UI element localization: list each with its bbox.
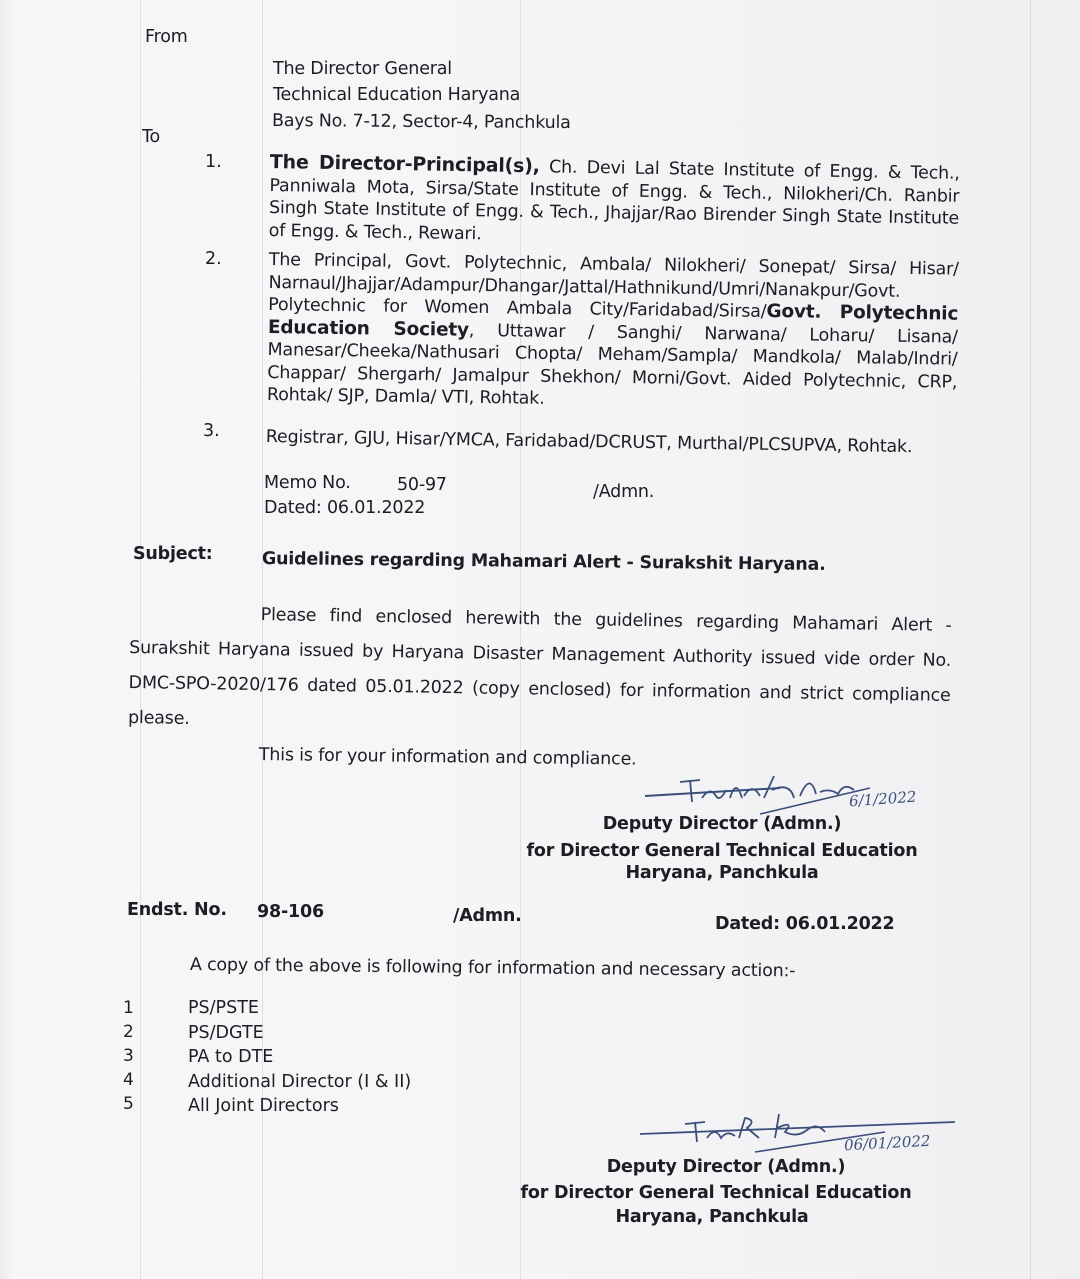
recipient-2-bold: Govt. Polytechnic Education Society — [267, 300, 959, 341]
subject-label: Subject: — [133, 544, 213, 564]
copy-item-number: 5 — [123, 1094, 134, 1114]
copy-item: Additional Director (I & II) — [188, 1071, 412, 1092]
recipient-2-text: The Principal, Govt. Polytechnic, Ambala/ Nilokheri/ Sonepat/ Sirsa/ Hisar/ Narnaul/Jhajjar/Adampur/Dhangar/Jattal/Hathnikund/Umri/Nanakpur/Govt. Polytechnic for Women Ambala City/Faridabad/Sirsa/ — [268, 249, 959, 322]
recipient-1 — [269, 151, 960, 253]
endorsement-number: 98-106 — [257, 902, 324, 922]
endorsement-intro: A copy of the above is following for information and necessary action:- — [189, 954, 796, 982]
copy-item-number: 2 — [123, 1022, 134, 1042]
memo-label: Memo No. — [264, 473, 351, 493]
signature-1-date: 6/1/2022 — [848, 787, 917, 811]
sender-line: Technical Education Haryana — [273, 85, 521, 105]
copy-list-numbers — [123, 996, 134, 1116]
subject-text: Guidelines regarding Mahamari Alert - Surakshit Haryana. — [261, 548, 826, 575]
signature-1-line: Haryana, Panchkula — [625, 863, 819, 883]
recipient-1-lead: The Director-Principal(s), — [269, 151, 540, 178]
from-label: From — [145, 27, 188, 47]
recipient-number: 2. — [205, 249, 222, 269]
copy-item: PS/DGTE — [188, 1022, 264, 1043]
copy-item-number: 3 — [123, 1046, 134, 1066]
sender-line: Bays No. 7-12, Sector-4, Panchkula — [271, 110, 571, 134]
memo-number: 50-97 — [397, 475, 447, 495]
copy-item-number: 4 — [123, 1070, 134, 1090]
endorsement-date: Dated: 06.01.2022 — [715, 914, 895, 934]
sender-line: The Director General — [273, 59, 452, 79]
recipient-2-text-after: , Uttawar / Sanghi/ Narwana/ Loharu/ Lisana/ Manesar/Cheeka/Nathusari Chopta/ Meham/Sampla/ Mandkola/ Malab/Indri/ Chappar/ Shergarh/ Jamalpur Shekhon/ Morni/Govt. Aided Polytechnic, CRP, Rohtak/ SJP, Damla/ VTI, Rohtak. — [266, 320, 958, 409]
endorsement-label: Endst. No. — [127, 900, 227, 920]
closing-line: This is for your information and compliance. — [258, 744, 637, 770]
memo-date: Dated: 06.01.2022 — [264, 498, 426, 518]
signature-2-title: Deputy Director (Admn.) — [606, 1157, 846, 1177]
copy-item-number: 1 — [123, 998, 134, 1018]
memo-suffix: /Admn. — [593, 482, 655, 502]
copy-item: PS/PSTE — [188, 998, 259, 1018]
recipient-3: Registrar, GJU, Hisar/YMCA, Faridabad/DCRUST, Murthal/PLCSUPVA, Rohtak. — [265, 426, 913, 458]
copy-item: PA to DTE — [188, 1047, 274, 1067]
recipient-1-text: Ch. Devi Lal State Institute of Engg. & Tech., Panniwala Mota, Sirsa/State Institute of Engg. & Tech., Nilokheri/Ch. Ranbir Singh State Institute of Engg. & Tech., Jhajjar/Rao Birender Singh State Institute of Engg. & Tech., Rewari. — [268, 157, 960, 244]
recipient-number: 3. — [203, 421, 220, 441]
to-label: To — [142, 127, 161, 147]
recipient-2 — [267, 249, 959, 416]
body-paragraph: Please find enclosed herewith the guidelines regarding Mahamari Alert - Surakshit Haryana issued by Haryana Disaster Management Authority issued vide order No. DMC-SPO-2020/176 dated 05.01.2022 (copy enclosed) for information and strict compliance please. — [127, 605, 952, 729]
signature-2-line: for Director General Technical Education — [520, 1183, 912, 1203]
signature-2-date: 06/01/2022 — [843, 1131, 931, 1155]
recipient-number: 1. — [205, 152, 222, 172]
signature-1-title: Deputy Director (Admn.) — [602, 814, 842, 834]
copy-item: All Joint Directors — [188, 1096, 339, 1116]
copy-list — [188, 996, 411, 1119]
endorsement-suffix: /Admn. — [453, 906, 522, 926]
signature-2-line: Haryana, Panchkula — [615, 1207, 809, 1227]
signature-1-line: for Director General Technical Education — [526, 841, 918, 861]
fold-line — [1030, 0, 1031, 1279]
